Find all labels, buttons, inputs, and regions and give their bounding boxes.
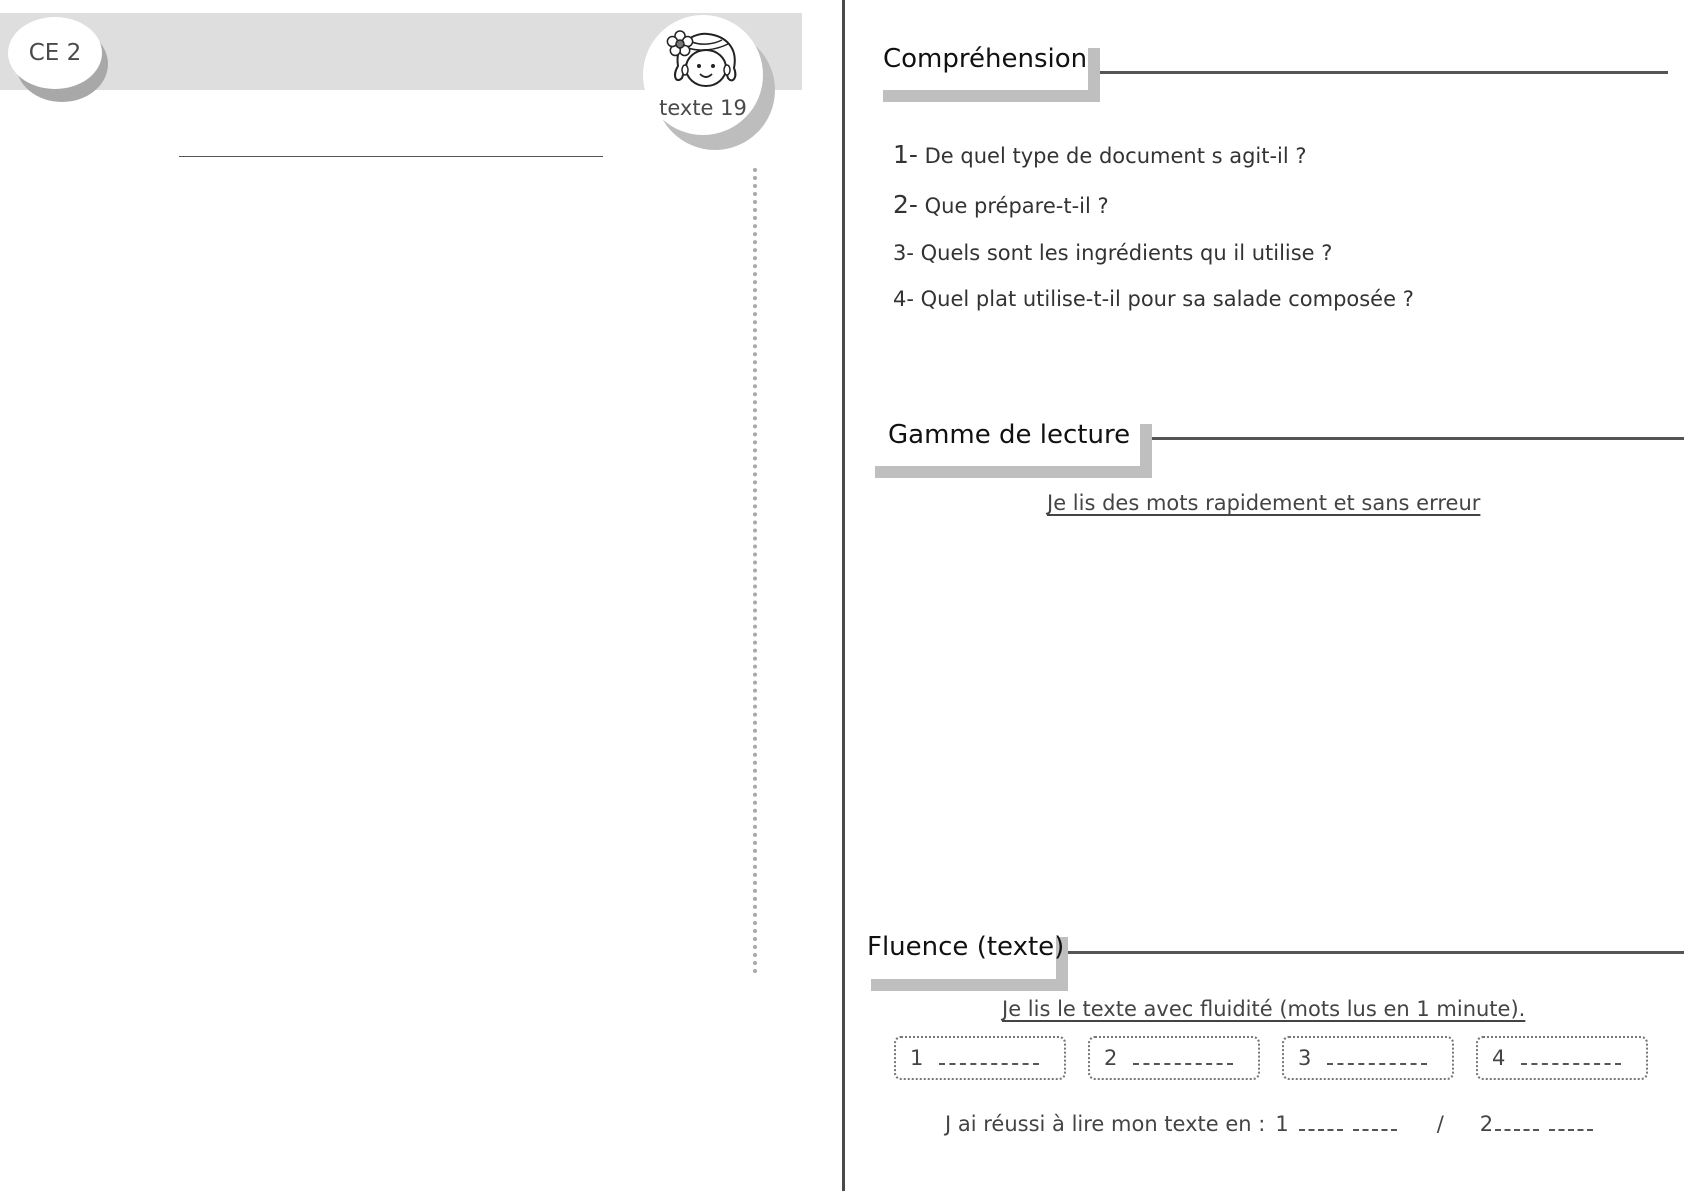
fluence-heading-underbar <box>871 979 1068 991</box>
result-second-label: 2 <box>1479 1112 1494 1136</box>
result-blank[interactable] <box>1495 1117 1539 1131</box>
gamme-title: Gamme de lecture <box>888 420 1131 450</box>
girl-with-flower-icon <box>662 28 744 90</box>
question-number: 2- <box>893 190 918 219</box>
page-divider <box>842 0 845 1191</box>
question-2 <box>893 190 1109 219</box>
question-1 <box>893 140 1307 169</box>
box-number: 2 <box>1104 1046 1118 1070</box>
question-text: Quel plat utilise-t-il pour sa salade composée ? <box>920 287 1414 311</box>
level-label: CE 2 <box>28 40 82 66</box>
result-blank[interactable] <box>1299 1117 1343 1131</box>
question-number: 1- <box>893 140 918 169</box>
dotted-column-separator <box>753 168 757 974</box>
fluence-box-4[interactable] <box>1476 1036 1648 1080</box>
fluence-box-2[interactable] <box>1088 1036 1260 1080</box>
result-first-label: 1 <box>1275 1112 1289 1136</box>
answer-blank[interactable] <box>1521 1051 1621 1065</box>
result-blank[interactable] <box>1549 1117 1593 1131</box>
question-4 <box>893 287 1414 311</box>
question-text: Quels sont les ingrédients qu il utilise ? <box>920 241 1333 265</box>
level-badge <box>8 17 102 89</box>
comprehension-rule <box>1100 71 1668 74</box>
fluence-subtitle: Je lis le texte avec fluidité (mots lus en 1 minute). <box>1002 997 1526 1021</box>
result-prefix: J ai réussi à lire mon texte en : <box>945 1112 1266 1136</box>
gamme-subtitle: Je lis des mots rapidement et sans erreur <box>1047 491 1481 515</box>
result-blank[interactable] <box>1353 1117 1397 1131</box>
gamme-rule <box>1152 437 1684 440</box>
comprehension-heading-underbar <box>883 90 1100 102</box>
fluence-title: Fluence (texte) <box>867 932 1065 962</box>
answer-blank[interactable] <box>1327 1051 1427 1065</box>
box-number: 3 <box>1298 1046 1312 1070</box>
fluence-rule <box>1068 951 1684 954</box>
box-number: 1 <box>910 1046 924 1070</box>
title-writing-line <box>179 156 603 157</box>
question-text: Que prépare-t-il ? <box>924 194 1109 218</box>
fluence-box-3[interactable] <box>1282 1036 1454 1080</box>
box-number: 4 <box>1492 1046 1506 1070</box>
text-number-label: texte 19 <box>659 96 747 120</box>
answer-blank[interactable] <box>939 1051 1039 1065</box>
gamme-heading-underbar <box>875 466 1152 478</box>
fluence-result-line <box>945 1112 1603 1136</box>
answer-blank[interactable] <box>1133 1051 1233 1065</box>
fluence-box-1[interactable] <box>894 1036 1066 1080</box>
question-text: De quel type de document s agit-il ? <box>924 144 1307 168</box>
comprehension-title: Compréhension <box>883 44 1088 74</box>
question-3 <box>893 241 1332 265</box>
question-number: 3- <box>893 241 914 265</box>
result-separator: / <box>1436 1112 1444 1136</box>
question-number: 4- <box>893 287 914 311</box>
